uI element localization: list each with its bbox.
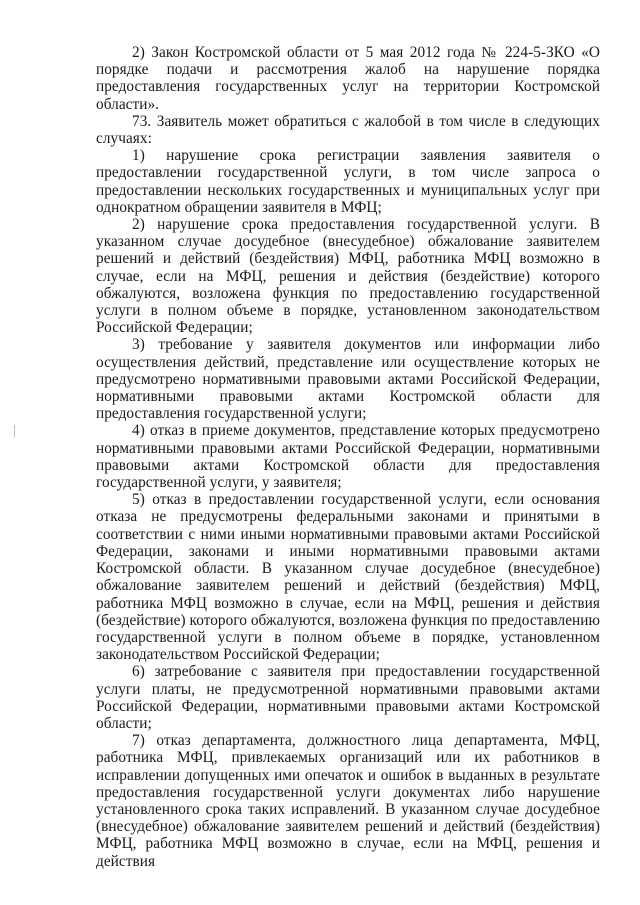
list-item-4: 4) отказ в приеме документов, представление которых предусмотрено нормативными правовыми актами Российской Федерации, нормативными правовыми актами Костромской области для предоставления государственной услуги, у заявителя; (96, 422, 600, 492)
list-item-6: 6) затребование с заявителя при предоставлении государственной услуги платы, не предусмотренной нормативными правовыми актами Российской Федерации, нормативными правовыми актами Костромской области; (96, 663, 600, 732)
scan-artifact (14, 425, 15, 437)
list-item-1: 1) нарушение срока регистрации заявления заявителя о предоставлении государственной услуги, в том числе запроса о предоставлении нескольких государственных и муниципальных услуг при однократном обращении заявителя в МФЦ; (96, 147, 600, 216)
list-item-3: 3) требование у заявителя документов или информации либо осуществления действий, представление или осуществление которых не предусмотрено нормативными правовыми актами Российской Федерации, нормативными правовыми актами Костромской области для предоставления государственной услуги; (96, 336, 600, 423)
document-page (96, 44, 600, 870)
paragraph-law-reference: 2) Закон Костромской области от 5 мая 2012 года № 224-5-ЗКО «О порядке подачи и рассмотрения жалоб на нарушение порядка предоставления государственных услуг на территории Костромской области». (96, 44, 600, 113)
paragraph-section-73: 73. Заявитель может обратиться с жалобой в том числе в следующих случаях: (96, 112, 600, 148)
list-item-5: 5) отказ в предоставлении государственной услуги, если основания отказа не предусмотрены федеральными законами и принятыми в соответствии с ними иными нормативными правовыми актами Российской Федерации, законами и иными нормативными правовыми актами Костромской области. В указанном случае досудебное (внесудебное) обжалование заявителем решений и действий (бездействия) МФЦ, работника МФЦ возможно в случае, если на МФЦ, решения и действия (бездействие) которого обжалуются, возложена функция по предоставлению государственной услуги в полном объеме в порядке, установленном законодательством Российской Федерации; (96, 491, 600, 664)
list-item-7: 7) отказ департамента, должностного лица департамента, МФЦ, работника МФЦ, привлекаемых организаций или их работников в исправлении допущенных ими опечаток и ошибок в выданных в результате предоставления государственной услуги документах либо нарушение установленного срока таких исправлений. В указанном случае досудебное (внесудебное) обжалование заявителем решений и действий (бездействия) МФЦ, работника МФЦ возможно в случае, если на МФЦ, решения и действия (96, 732, 600, 870)
list-item-2: 2) нарушение срока предоставления государственной услуги. В указанном случае досудебное (внесудебное) обжалование заявителем решений и действий (бездействия) МФЦ, работника МФЦ возможно в случае, если на МФЦ, решения и действия (бездействие) которого обжалуются, возложена функция по предоставлению государственной услуги в полном объеме в порядке, установленном законодательством Российской Федерации; (96, 216, 600, 337)
